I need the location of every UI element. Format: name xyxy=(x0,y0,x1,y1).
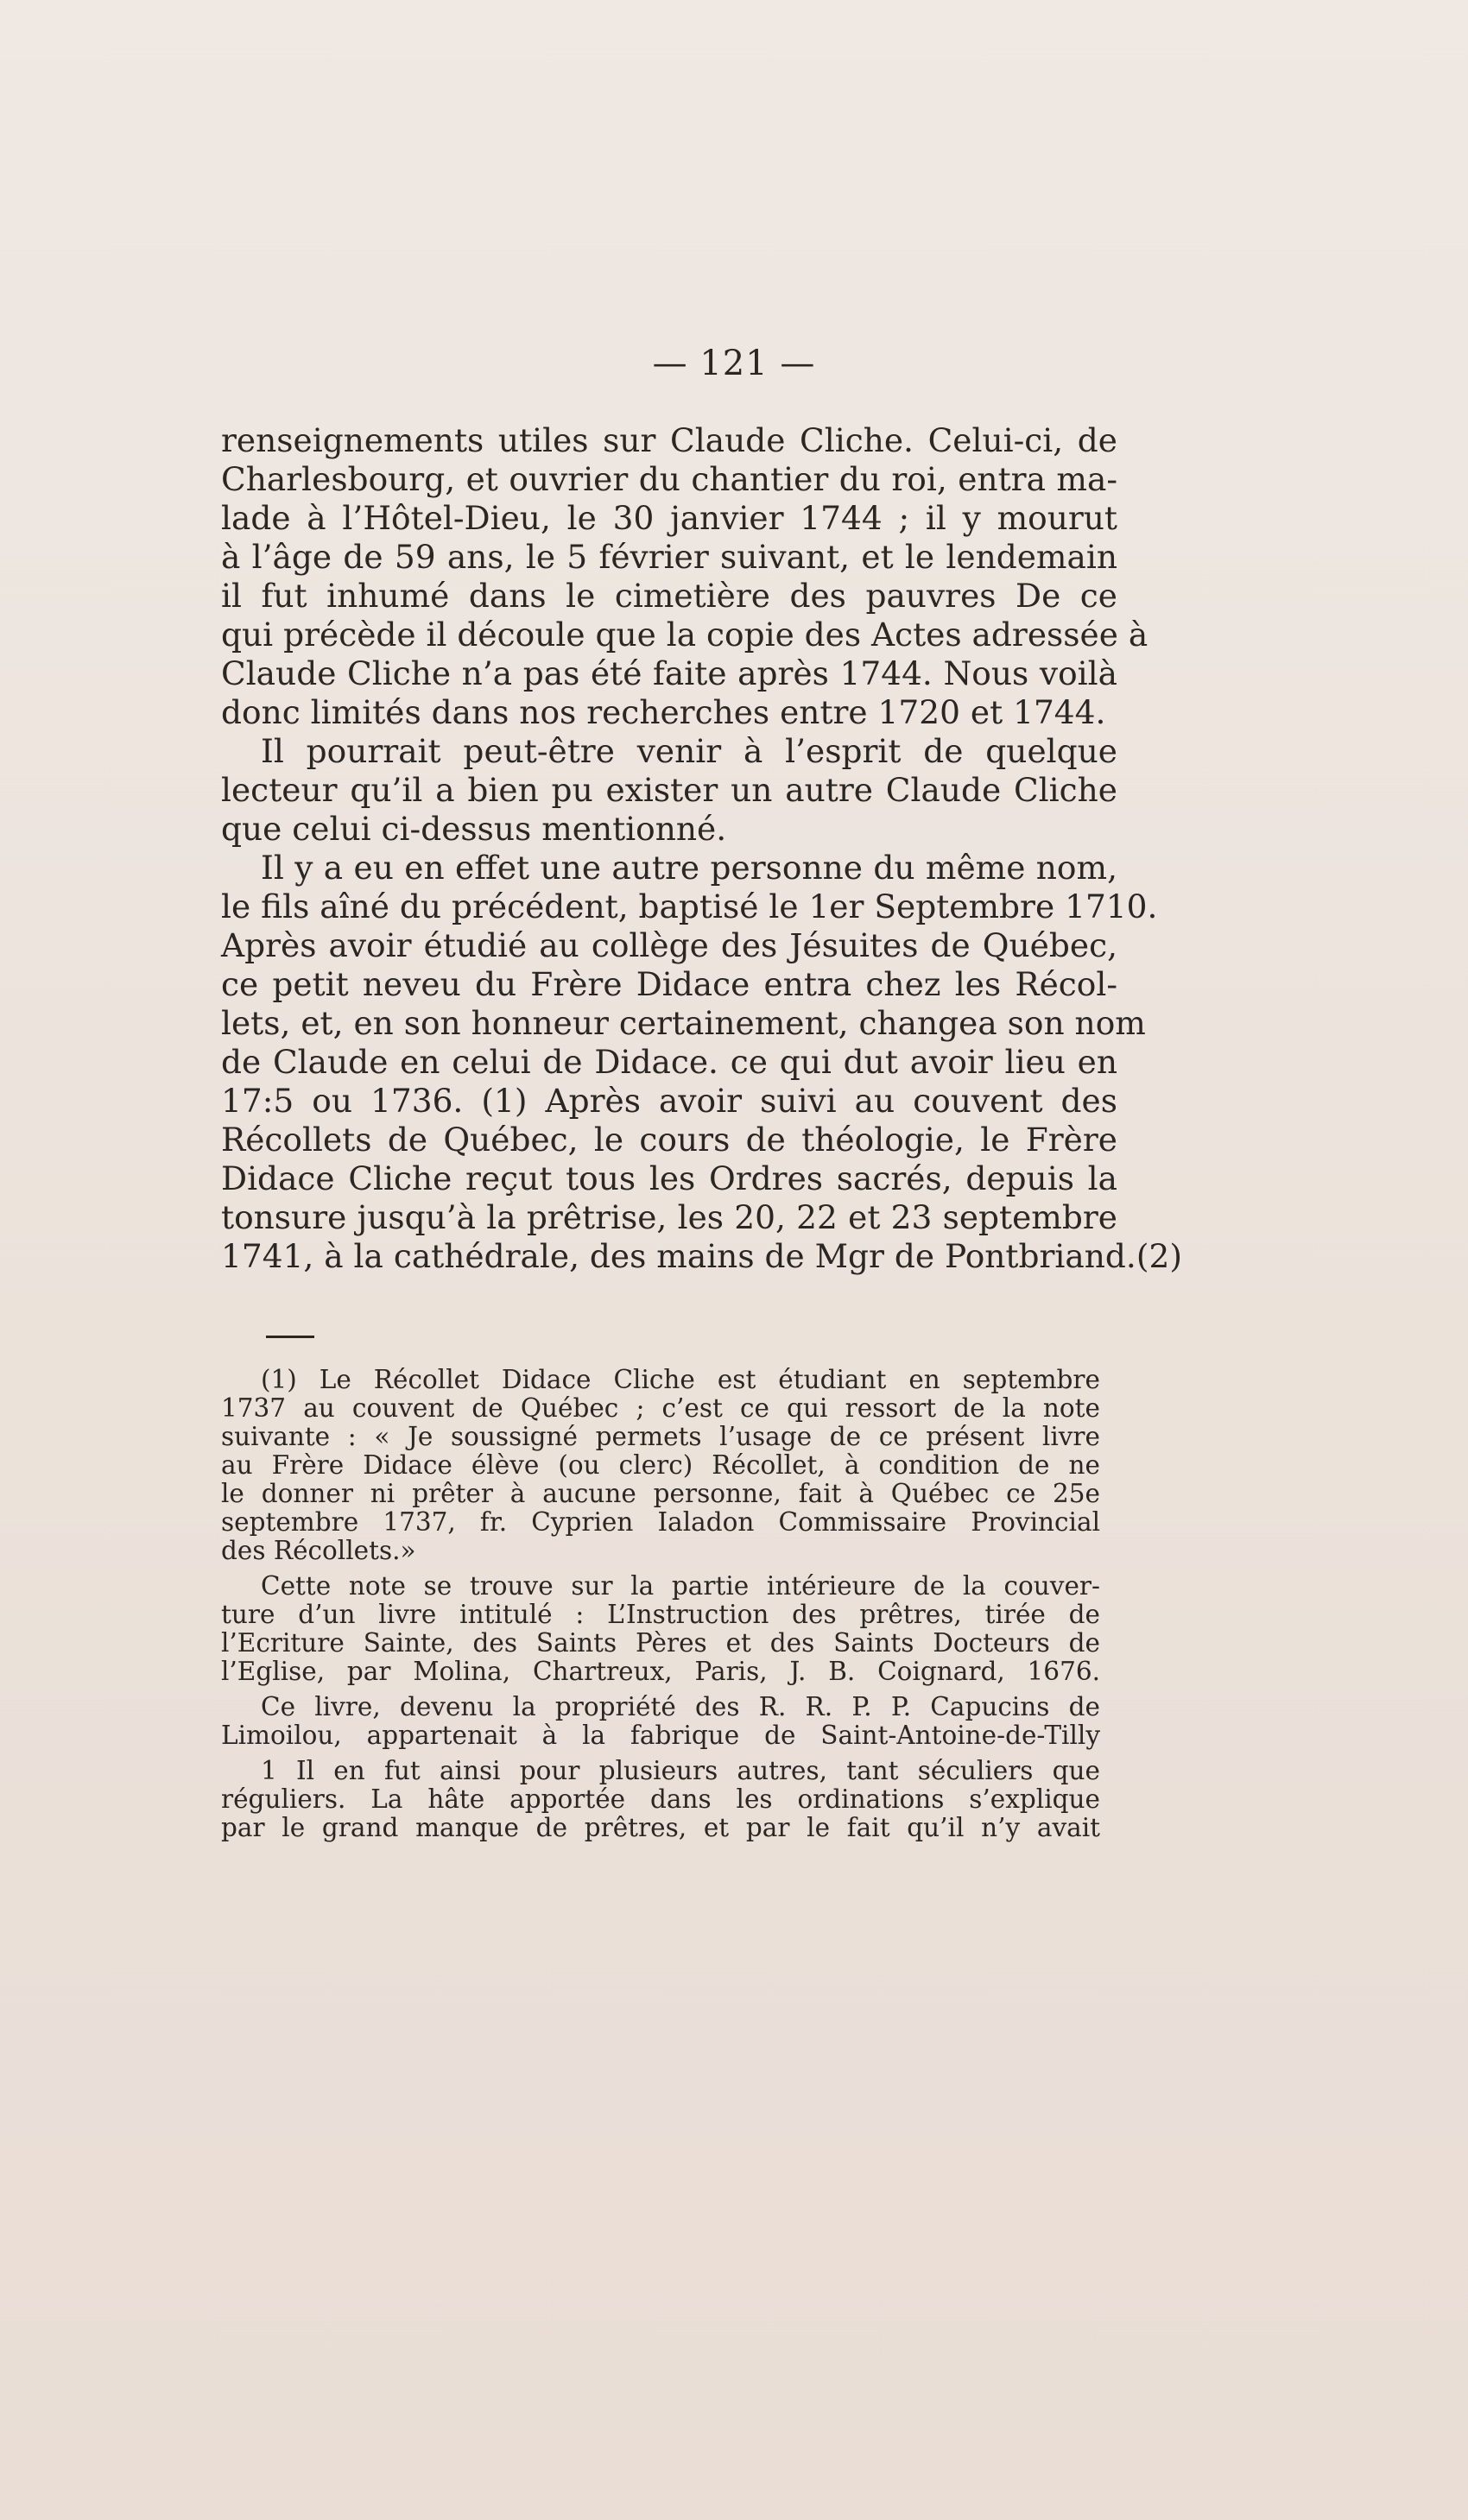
text-line: 1741, à la cathédrale, des mains de Mgr de Pontbriand.(2) xyxy=(221,1237,1182,1275)
text-line: qui précède il découle que la copie des Actes adressée à xyxy=(221,616,1148,654)
text-line: que celui ci-dessus mentionné. xyxy=(221,810,727,848)
footnote-line: (1) Le Récollet Didace Cliche est étudiant en septembre xyxy=(261,1365,1100,1394)
footnote-line: Ce livre, devenu la propriété des R. R. P. P. Capucins de xyxy=(261,1692,1100,1721)
footnote-line: des Récollets.» xyxy=(221,1536,416,1565)
footnotes xyxy=(221,1366,1100,1842)
text-line: Claude Cliche n’a pas été faite après 1744. Nous voilà xyxy=(221,654,1117,692)
text-line: Charlesbourg, et ouvrier du chantier du roi, entra ma- xyxy=(221,460,1117,498)
footnote-line: Cette note se trouve sur la partie intérieure de la couver- xyxy=(261,1571,1100,1601)
text-line: il fut inhumé dans le cimetière des pauvres De ce xyxy=(221,577,1117,615)
text-line: donc limités dans nos recherches entre 1720 et 1744. xyxy=(221,693,1106,731)
footnote-line: septembre 1737, fr. Cyprien Ialadon Commissaire Provincial xyxy=(221,1507,1100,1537)
footnote-line: réguliers. La hâte apportée dans les ordinations s’explique xyxy=(221,1784,1100,1814)
footnote-line: l’Ecriture Sainte, des Saints Pères et des Saints Docteurs de xyxy=(221,1628,1100,1658)
footnote-line: ture d’un livre intitulé : L’Instruction des prêtres, tirée de xyxy=(221,1600,1100,1629)
page-number: — 121 — xyxy=(652,344,816,383)
text-line: Récollets de Québec, le cours de théologie, le Frère xyxy=(221,1121,1117,1159)
footnote-line: le donner ni prêter à aucune personne, fait à Québec ce 25e xyxy=(221,1479,1100,1508)
text-line: lecteur qu’il a bien pu exister un autre Claude Cliche xyxy=(221,771,1117,809)
text-line: Il pourrait peut-être venir à l’esprit de quelque xyxy=(261,732,1117,770)
text-line: renseignements utiles sur Claude Cliche. Celui-ci, de xyxy=(221,421,1117,459)
text-line: le fils aîné du précédent, baptisé le 1er Septembre 1710. xyxy=(221,887,1158,925)
footnote-line: au Frère Didace élève (ou clerc) Récollet, à condition de ne xyxy=(221,1450,1100,1480)
text-line: Didace Cliche reçut tous les Ordres sacrés, depuis la xyxy=(221,1159,1117,1197)
text-line: 17:5 ou 1736. (1) Après avoir suivi au couvent des xyxy=(221,1082,1117,1120)
footnote-line: l’Eglise, par Molina, Chartreux, Paris, J. B. Coignard, 1676. xyxy=(221,1657,1100,1686)
footnote-line: par le grand manque de prêtres, et par le fait qu’il n’y avait xyxy=(221,1813,1100,1842)
text-line: lets, et, en son honneur certainement, changea son nom xyxy=(221,1004,1146,1042)
text-line: à l’âge de 59 ans, le 5 février suivant, et le lendemain xyxy=(221,538,1117,576)
text-line: Il y a eu en effet une autre personne du même nom, xyxy=(261,849,1117,887)
footnote-line: 1 Il en fut ainsi pour plusieurs autres, tant séculiers que xyxy=(261,1756,1100,1785)
footnote-line: suivante : « Je soussigné permets l’usage de ce présent livre xyxy=(221,1422,1100,1451)
footnote-line: 1737 au couvent de Québec ; c’est ce qui ressort de la note xyxy=(221,1393,1100,1423)
text-line: ce petit neveu du Frère Didace entra chez les Récol- xyxy=(221,965,1117,1003)
main-text xyxy=(221,421,1182,1276)
text-line: lade à l’Hôtel-Dieu, le 30 janvier 1744 ; il y mourut xyxy=(221,499,1117,537)
text-line: tonsure jusqu’à la prêtrise, les 20, 22 et 23 septembre xyxy=(221,1198,1117,1236)
footnote-line: Limoilou, appartenait à la fabrique de Saint-Antoine-de-Tilly xyxy=(221,1721,1100,1750)
text-line: de Claude en celui de Didace. ce qui dut avoir lieu en xyxy=(221,1043,1117,1081)
text-line: Après avoir étudié au collège des Jésuites de Québec, xyxy=(221,926,1117,964)
footnote-separator xyxy=(266,1336,314,1338)
